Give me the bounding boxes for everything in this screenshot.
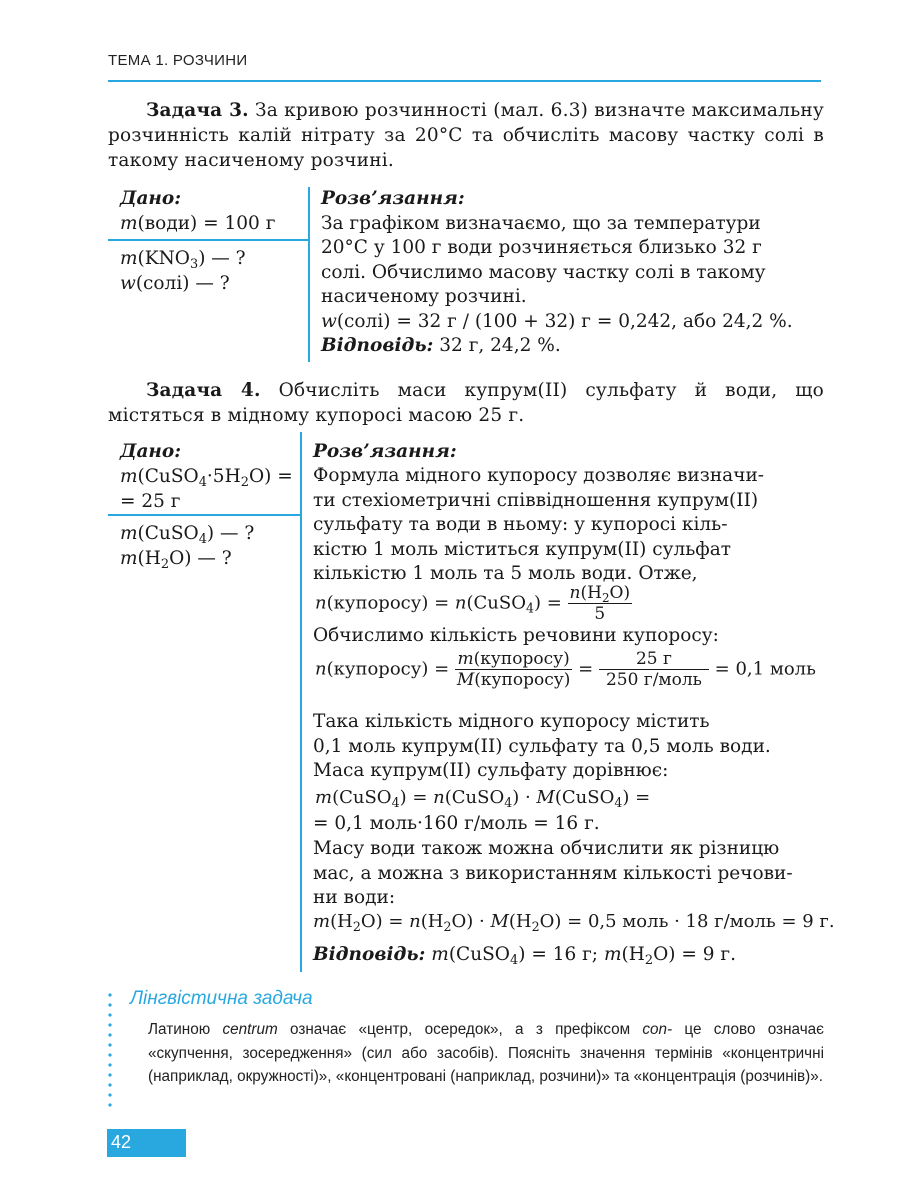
task3-formula: w(солі) = 32 г / (100 + 32) г = 0,242, або 24,2 %. — [321, 310, 793, 332]
task4-line-a3: сульфату та води в ньому: у купоросі кіль- — [313, 514, 728, 535]
task3-solution-line-2: 20°С у 100 г води розчиняється близько 32 г — [321, 237, 762, 258]
task4-formula-water-mass: $m(H_2O) = n(H_2O) \cdot M(H_2O) = 0,5$ моль · 18 г/моль = 9 г. — [313, 911, 835, 934]
fraction-mass-over-molar: $\frac{\text{m(купоросу)}}{\text{M(купоросу)}}$ — [456, 649, 571, 690]
chapter-title: ТЕМА 1. РОЗЧИНИ — [108, 52, 248, 69]
task4-line-e3: ни води: — [313, 887, 396, 908]
task3-solution-line-4: насиченому розчині. — [321, 286, 527, 307]
task4-line-c2: 0,1 моль купрум(ІІ) сульфату та 0,5 моль води. — [313, 735, 771, 757]
task4-given-label: Дано: — [120, 441, 182, 462]
task4-given-cuso4-5h2o: $m(CuSO_4\cdot 5H_2O)$ = — [120, 466, 293, 490]
task4-given-divider — [108, 514, 300, 516]
task3-given-divider — [108, 239, 308, 241]
task4-line-a5: кількістю 1 моль та 5 моль води. Отже, — [313, 563, 698, 584]
task4-formula-ratio: n(купоросу) = n(CuSO$_4$) = $\frac{n(H_2O)}{5}$ — [315, 583, 631, 624]
task4-given-mass: = 25 г — [120, 491, 181, 512]
task4-vertical-divider — [300, 432, 302, 972]
task4-line-a2: ти стехіометричні співвідношення купрум(ІІ) — [313, 489, 759, 511]
task3-find-w: w(солі) — ? — [120, 273, 230, 294]
task4-line-b: Обчислимо кількість речовини купоросу: — [313, 625, 719, 646]
task4-formula-amount: n(купоросу) = $\frac{\text{m(купоросу)}}{\text{M(купоросу)}}$ = $\frac{25 г}{\text{250 г/моль}}$ = 0,1 моль — [315, 649, 816, 690]
task4-solution-text-e — [313, 837, 793, 911]
task4-find-cuso4: m(CuSO$_4$) — ? — [120, 523, 255, 547]
task3-block — [108, 187, 824, 362]
task3-given-label: Дано: — [120, 188, 182, 209]
task4-answer: Відповідь: m(CuSO$_4$) = 16 г; $m(H_2O) = 9$ г. — [313, 944, 736, 968]
task4-label: Задача 4. — [146, 380, 261, 401]
fraction-25-over-250: $\frac{25 г}{\text{250 г/моль}}$ — [599, 649, 709, 690]
task4-solution-text-c — [313, 710, 771, 784]
task4-line-c3: Маса купрум(ІІ) сульфату дорівнює: — [313, 760, 669, 781]
task4-statement — [108, 378, 824, 428]
task4-line-e1: Масу води також можна обчислити як різницю — [313, 838, 780, 859]
task4-solution-text-a — [313, 464, 764, 587]
linguistic-title: Лінгвістична задача — [130, 988, 313, 1009]
linguistic-dotted-marker — [107, 990, 113, 1110]
task3-solution — [321, 187, 821, 359]
task3-given-water: m(води) = 100 г — [120, 213, 276, 234]
task4-line-e2: мас, а можна з використанням кількості речови- — [313, 862, 793, 884]
task4-line-a4: кістю 1 моль міститься купрум(ІІ) сульфат — [313, 538, 732, 560]
fraction-h2o-over-5: $\frac{n(H_2O)}{5}$ — [569, 583, 631, 624]
task4-line-a1: Формула мідного купоросу дозволяє визначи- — [313, 465, 765, 486]
task3-solution-line-3: солі. Обчислимо масову частку солі в такому — [321, 261, 766, 283]
task4-formula-cuso4-mass: m(CuSO$_4$) = n(CuSO$_4$) · M(CuSO$_4$) = — [315, 787, 651, 810]
task3-solution-line-1: За графіком визначаємо, що за температури — [321, 212, 761, 234]
task3-solution-label: Розв’язання: — [321, 188, 465, 209]
page-number: 42 — [111, 1132, 132, 1152]
task4-line-c1: Така кількість мідного купоросу містить — [313, 711, 710, 732]
task4-find-h2o: $m(H_2O)$ — ? — [120, 548, 232, 572]
task3-vertical-divider — [308, 187, 310, 362]
task4-solution-label: Розв’язання: — [313, 441, 457, 462]
task3-statement — [108, 98, 824, 173]
task4-line-d: = 0,1 моль·160 г/моль = 16 г. — [313, 813, 600, 834]
task4-text: Обчисліть маси купрум(ІІ) сульфату й води, що містяться в мідному купоросі масою 25 г. — [108, 380, 824, 426]
task3-find-kno3: $m(KNO_3)$ — ? — [120, 248, 246, 272]
linguistic-text: Латиною centrum означає «центр, осередок», а з префіксом con- це слово означає «скупчення, зосередження» (сил або засобів). Поясніть значення термінів «концентричні (наприклад, окружності)», «концентровані (наприклад, розчини)» та «концентрація (розчинів)». — [148, 1021, 824, 1085]
task3-label: Задача 3. — [146, 100, 249, 121]
page-header — [108, 50, 821, 82]
task4-block — [108, 440, 835, 972]
page-number-box — [107, 1129, 186, 1157]
task3-text: За кривою розчинності (мал. 6.3) визначте максимальну розчинність калій нітрату за 20°С та обчисліть масову частку солі в такому насиченому розчині. — [108, 100, 824, 171]
task3-answer: Відповідь: 32 г, 24,2 %. — [321, 335, 561, 356]
